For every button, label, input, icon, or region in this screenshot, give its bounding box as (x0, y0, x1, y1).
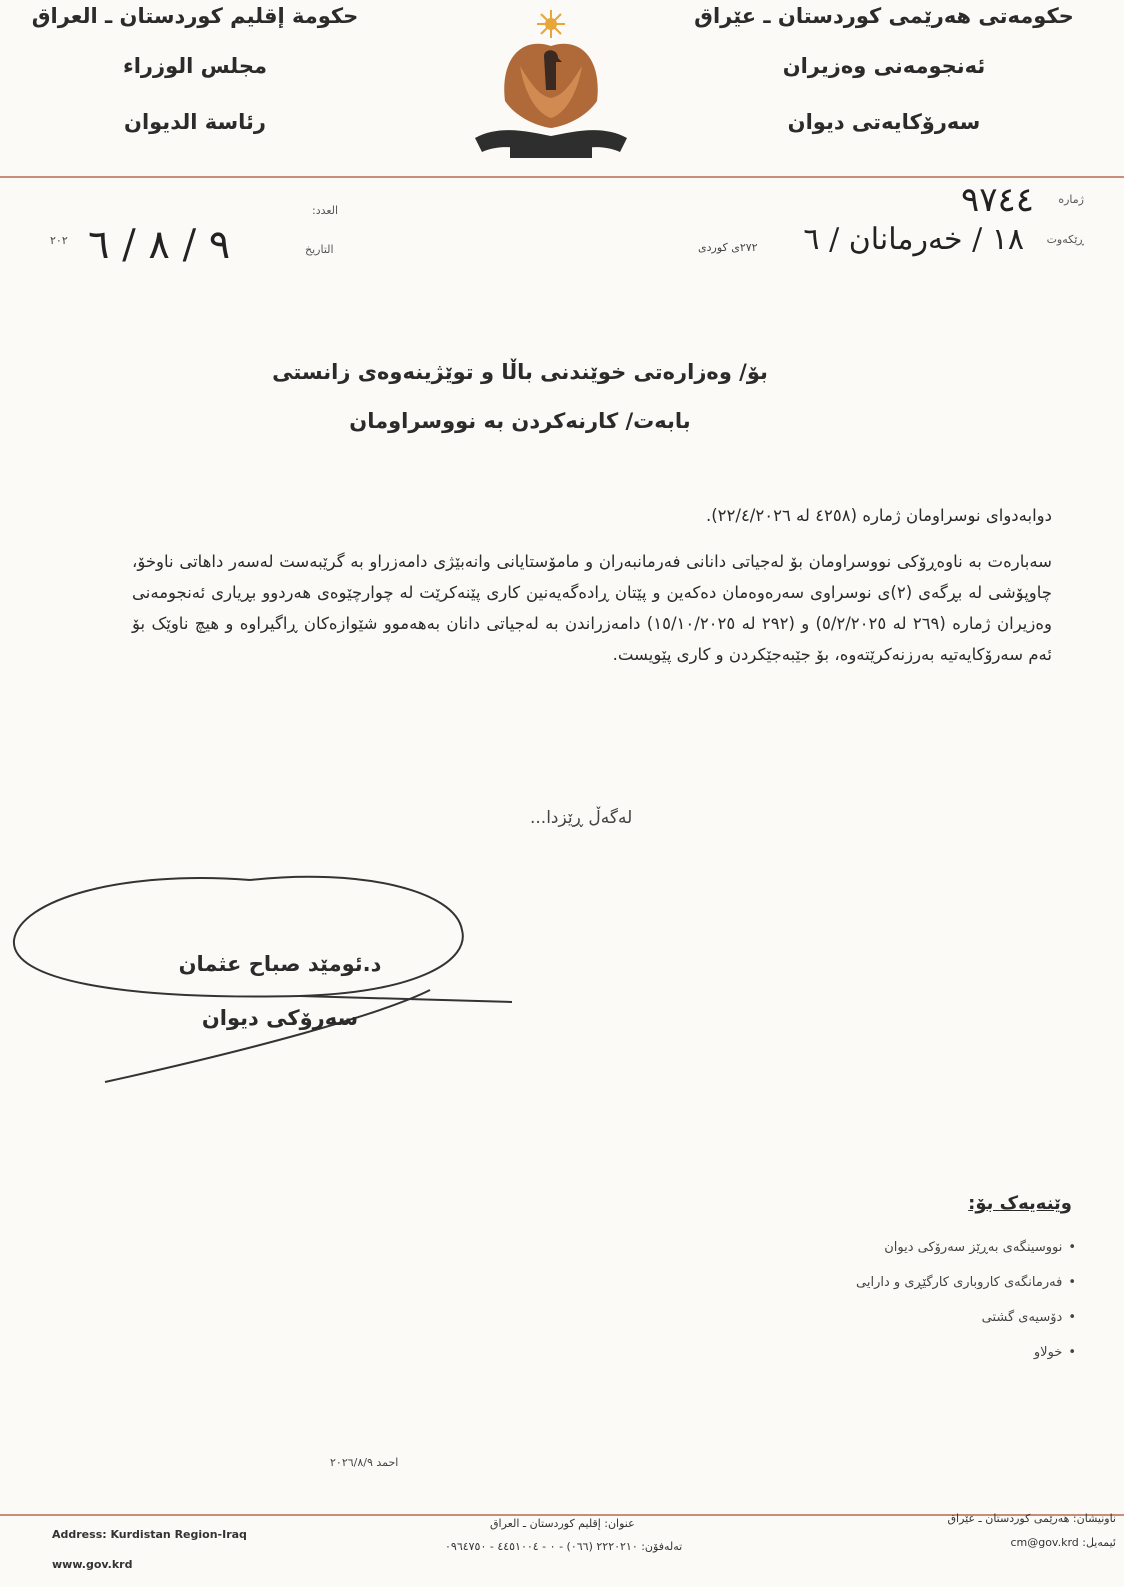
ref-date-label: ڕێکەوت (1046, 233, 1084, 246)
header-arabic-line-1: حكومة إقليم كوردستان ـ العراق (31, 4, 359, 28)
footer-address-arabic: عنوان: إقليم كوردستان ـ العراق (490, 1517, 635, 1530)
ref-date-value: ١٨ / خەرمانان / ٦ (803, 222, 1024, 257)
ref-number-label-arabic: العدد: (312, 204, 339, 217)
ref-kurdish-year: ٢٧٢ی کوردی (698, 241, 758, 254)
cc-title: وێنەیەک بۆ: (968, 1193, 1072, 1214)
header-kurdish (684, 0, 1084, 150)
ref-number-label: ژمارە (1058, 193, 1084, 206)
footer-phone: تەلەفۆن: ٢٢٢٠٢١٠ (٠٦٦) - ٠ - ٤٤٥١٠٠٤ - ٠٩٦٤٧٥٠ (445, 1540, 683, 1553)
header-arabic (30, 0, 360, 150)
cc-item: • نووسینگەی بەڕێز سەرۆکی دیوان (716, 1230, 1076, 1265)
body-paragraph-text: سەبارەت بە ناوەڕۆکی نووسراومان بۆ لەجیاتی دانانی فەرمانبەران و مامۆستایانی وانەبێژی دامەزراو بە گرێبەست لەسەر داهاتی ناوخۆ، چاوپۆشی لە بڕگەی (٢)ی نوسراوی سەرەوەمان دەکەین و پێتان ڕادەگەیەنین کاری پێنەکرێت لە چوارچێوەی هەردوو بڕیاری ئەنجومەنی وەزیران ژمارە (٢٦٩ لە ٥/٢/٢٠٢٥) و (٢٩٢ لە ١٥/١٠/٢٠٢٥) دامەزراندن بە لەجیاتی دانان بەهەموو شێوازەکان ڕاگیراوە و هیچ ناوێک بۆ ئەم سەرۆکایەتیە بەرزنەکرێتەوە، بۆ جێبەجێکردن و کاری پێویست. (132, 552, 1052, 664)
ref-number-value: ٩٧٤٤ (960, 180, 1034, 220)
ref-date-value-arabic: ٩ / ٨ / ٦ (88, 222, 231, 268)
reference-line: دوابەدوای نوسراومان ژمارە (٤٢٥٨ لە ٢٢/٤/٢٠٢٦). (705, 506, 1052, 525)
footer-website: www.gov.krd (52, 1558, 133, 1571)
cc-item: • دۆسیەی گشتی (716, 1300, 1076, 1335)
header-kurdish-line-3: سەرۆکایەتی دیوان (787, 110, 981, 134)
kurdistan-emblem-icon (470, 6, 632, 166)
cc-item: • فەرمانگەی کاروباری کارگێڕی و دارایی (716, 1265, 1076, 1300)
header-kurdish-line-2: ئەنجومەنی وەزیران (782, 54, 986, 78)
footer-address-kurdish: ناونیشان: هەرێمی کوردستان ـ عێراق (947, 1512, 1116, 1525)
addressee-line: بۆ/ وەزارەتی خوێندنی باڵا و توێژینەوەی زانستی (272, 360, 768, 384)
closing-line: لەگەڵ ڕێزدا... (530, 808, 633, 828)
ref-arabic-year: ٢٠٢ (50, 234, 68, 247)
footer-email: ئیمەیل: cm@gov.krd (1010, 1536, 1116, 1549)
footer-address-english: Address: Kurdistan Region-Iraq (52, 1528, 247, 1541)
typist-footnote: احمد ٢٠٢٦/٨/٩ (330, 1456, 399, 1469)
signatory-title: سەرۆکی دیوان (201, 1006, 359, 1030)
cc-item: • خولاو (716, 1335, 1076, 1370)
header-kurdish-line-1: حکومەتی هەرێمی کوردستان ـ عێراق (694, 4, 1074, 28)
body-paragraph (132, 546, 1052, 670)
ref-date-label-arabic: التاريخ (305, 243, 334, 256)
header-divider (0, 176, 1124, 178)
header-arabic-line-3: رئاسة الديوان (124, 110, 266, 134)
signatory-name: د.ئومێد صباح عثمان (178, 952, 382, 976)
header-arabic-line-2: مجلس الوزراء (122, 54, 268, 78)
cc-list (716, 1230, 1076, 1370)
subject-line: بابەت/ کارنەکردن بە نووسراومان (349, 409, 691, 433)
